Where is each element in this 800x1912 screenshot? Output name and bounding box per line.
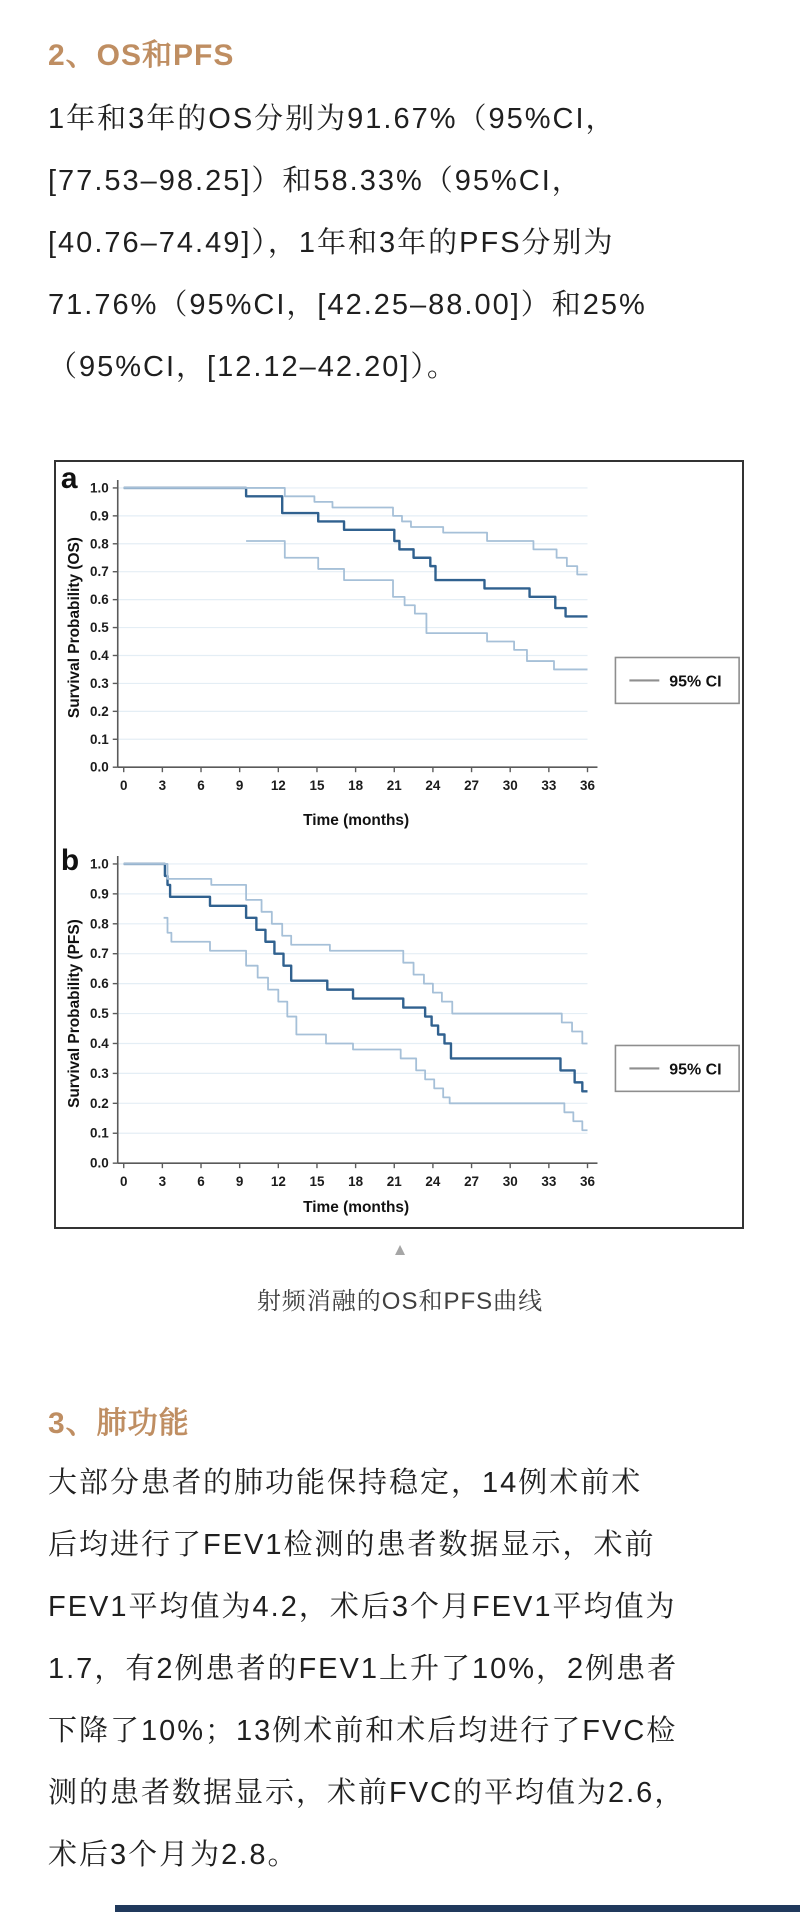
figure-caption: 射频消融的OS和PFS曲线 — [256, 1288, 544, 1315]
paragraph-lung-function — [48, 1452, 760, 1886]
x-tick-label: 18 — [348, 1174, 364, 1190]
y-tick-label: 0.1 — [90, 731, 109, 747]
text-line: 1年和3年的OS分别为91.67%（95%CI， — [48, 103, 617, 135]
x-tick-label: 9 — [235, 778, 244, 794]
text-line: [40.76–74.49]），1年和3年的PFS分别为 — [48, 227, 615, 259]
y-tick-label: 0.2 — [90, 1095, 109, 1111]
legend-label: 95% CI — [669, 1061, 722, 1079]
x-tick-label: 21 — [386, 778, 402, 794]
legend-label: 95% CI — [669, 673, 722, 691]
x-tick-label: 21 — [386, 1174, 402, 1190]
x-tick-label: 27 — [464, 1174, 480, 1190]
ci-upper-curve — [124, 488, 588, 575]
y-tick-label: 0.4 — [90, 647, 109, 663]
x-tick-label: 33 — [541, 1174, 557, 1190]
x-tick-label: 3 — [158, 778, 167, 794]
x-tick-label: 36 — [580, 1174, 595, 1190]
y-tick-label: 0.1 — [90, 1125, 109, 1141]
x-tick-label: 12 — [270, 778, 286, 794]
y-tick-label: 0.2 — [90, 703, 109, 719]
x-tick-label: 30 — [502, 1174, 518, 1190]
x-tick-label: 15 — [309, 1174, 325, 1190]
y-tick-label: 1.0 — [90, 856, 109, 872]
x-tick-label: 18 — [348, 778, 364, 794]
km-chart-os — [56, 462, 742, 844]
text-line: 71.76%（95%CI，[42.25–88.00]）和25% — [48, 289, 647, 321]
y-tick-label: 0.3 — [90, 1065, 109, 1081]
x-tick-label: 0 — [119, 778, 128, 794]
text-line: 后均进行了FEV1检测的患者数据显示，术前 — [48, 1529, 656, 1561]
text-line: （95%CI，[12.12–42.20]）。 — [48, 351, 458, 383]
y-tick-label: 1.0 — [90, 480, 109, 496]
ci-lower-curve — [164, 918, 588, 1130]
panel-label-b: b — [60, 844, 80, 877]
y-tick-label: 0.6 — [90, 592, 109, 608]
text-line: 测的患者数据显示，术前FVC的平均值为2.6， — [48, 1777, 686, 1809]
section-heading-os-pfs: 2、OS和PFS — [48, 39, 235, 72]
x-tick-label: 36 — [580, 778, 595, 794]
y-tick-label: 0.8 — [90, 916, 109, 932]
x-tick-label: 12 — [270, 1174, 286, 1190]
x-tick-label: 0 — [119, 1174, 128, 1190]
x-tick-label: 15 — [309, 778, 325, 794]
y-tick-label: 0.7 — [90, 946, 109, 962]
x-tick-label: 9 — [235, 1174, 244, 1190]
survival-curves-figure[interactable] — [54, 460, 744, 1229]
y-tick-label: 0.8 — [90, 536, 109, 552]
y-tick-label: 0.3 — [90, 675, 109, 691]
text-line: 1.7，有2例患者的FEV1上升了10%，2例患者 — [48, 1653, 679, 1685]
chart-overlay-os — [61, 462, 739, 829]
x-tick-label: 6 — [197, 1174, 205, 1190]
text-line: 下降了10%；13例术前和术后均进行了FVC检 — [48, 1715, 678, 1747]
km-chart-pfs — [56, 844, 742, 1227]
y-tick-label: 0.6 — [90, 976, 109, 992]
bottom-divider-bar — [115, 1905, 800, 1912]
text-line: 术后3个月为2.8。 — [48, 1839, 299, 1871]
y-tick-label: 0.0 — [90, 759, 109, 775]
x-tick-label: 24 — [425, 1174, 441, 1190]
x-axis-title: Time (months) — [303, 812, 410, 830]
x-axis-title: Time (months) — [303, 1199, 410, 1217]
paragraph-os-pfs — [48, 88, 760, 398]
figure-marker-triangle-icon: ▲ — [391, 1240, 409, 1259]
y-tick-label: 0.9 — [90, 886, 109, 902]
panel-label-a: a — [60, 462, 78, 495]
x-tick-label: 30 — [502, 778, 518, 794]
x-tick-label: 33 — [541, 778, 557, 794]
y-tick-label: 0.7 — [90, 564, 109, 580]
text-line: [77.53–98.25]）和58.33%（95%CI， — [48, 165, 583, 197]
text-line: FEV1平均值为4.2，术后3个月FEV1平均值为 — [48, 1591, 677, 1623]
y-tick-label: 0.9 — [90, 508, 109, 524]
chart-overlay-pfs — [61, 844, 739, 1216]
section-heading-lung-function: 3、肺功能 — [48, 1407, 190, 1440]
x-tick-label: 27 — [464, 778, 480, 794]
legend-os — [615, 657, 739, 703]
x-tick-label: 24 — [425, 778, 441, 794]
y-tick-label: 0.0 — [90, 1155, 109, 1171]
ci-lower-curve — [246, 541, 587, 669]
y-axis-title-os: Survival Probability (OS) — [65, 537, 83, 719]
x-tick-label: 6 — [197, 778, 205, 794]
y-tick-label: 0.5 — [90, 1006, 109, 1022]
legend-pfs — [615, 1045, 739, 1091]
y-tick-label: 0.5 — [90, 620, 109, 636]
y-axis-title-pfs: Survival Probability (PFS) — [65, 919, 83, 1108]
y-tick-label: 0.4 — [90, 1035, 109, 1051]
x-tick-label: 3 — [158, 1174, 167, 1190]
text-line: 大部分患者的肺功能保持稳定，14例术前术 — [48, 1467, 643, 1499]
pfs-estimate-curve — [124, 864, 588, 1091]
